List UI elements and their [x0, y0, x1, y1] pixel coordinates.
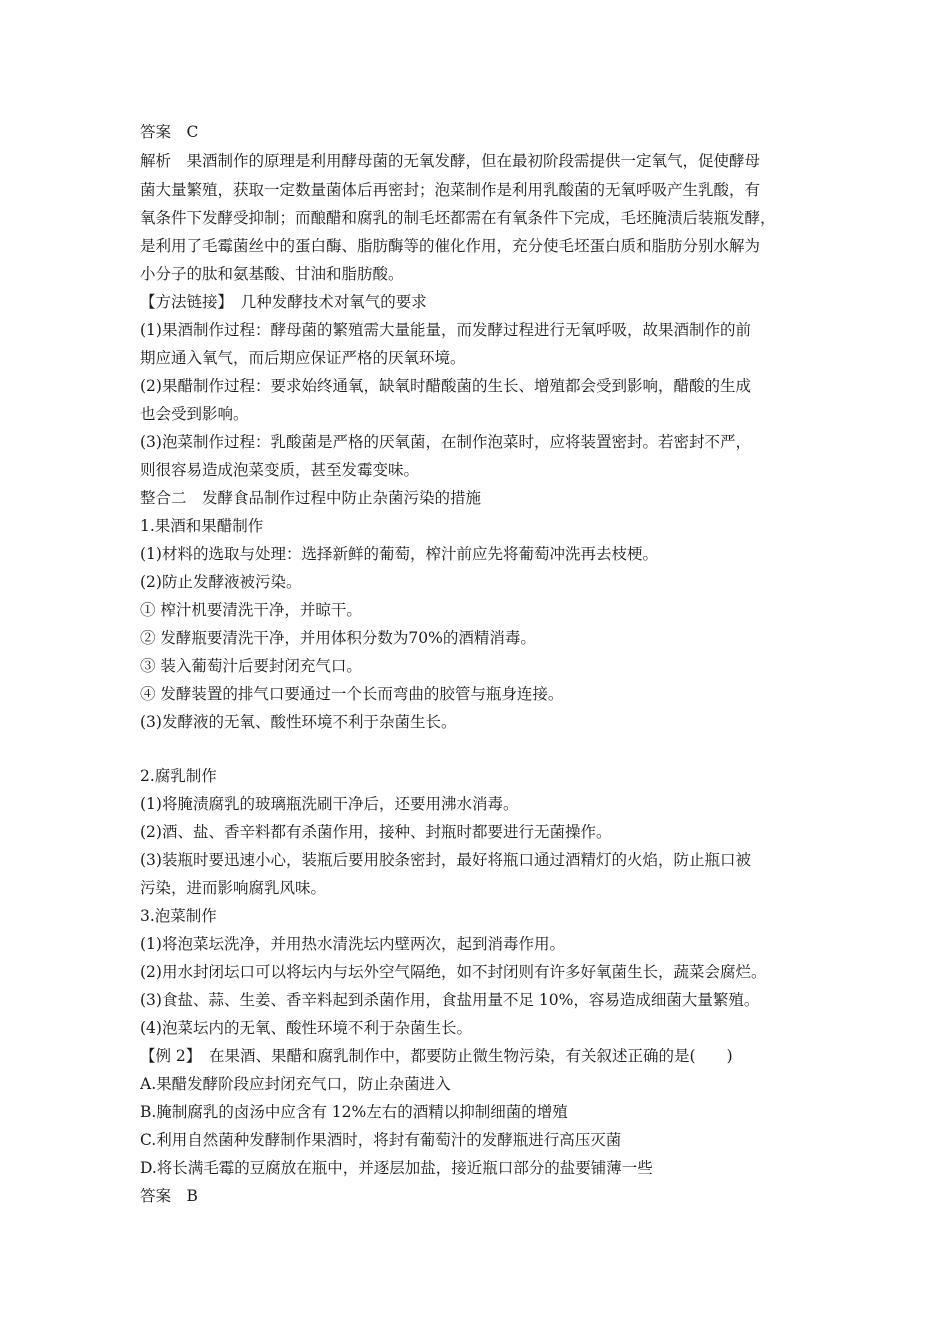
paragraph-line: (3)发酵液的无氧、酸性环境不利于杂菌生长。: [140, 713, 457, 731]
section-heading: 整合二 发酵食品制作过程中防止杂菌污染的措施: [140, 489, 482, 507]
paragraph-line: (1)将泡菜坛洗净，并用热水清洗坛内壁两次，起到消毒作用。: [140, 935, 565, 953]
list-item: ① 榨汁机要清洗干净，并晾干。: [140, 601, 362, 619]
paragraph-line: 污染，进而影响腐乳风味。: [140, 879, 327, 897]
paragraph-line: 期应通入氧气，而后期应保证严格的厌氧环境。: [140, 349, 466, 367]
paragraph-line: (2)果醋制作过程：要求始终通氧，缺氧时醋酸菌的生长、增殖都会受到影响，醋酸的生成: [140, 377, 751, 395]
option-d: D.将长满毛霉的豆腐放在瓶中，并逐层加盐，接近瓶口部分的盐要铺薄一些: [140, 1159, 653, 1177]
paragraph-line: (1)果酒制作过程：酵母菌的繁殖需大量能量，而发酵过程进行无氧呼吸，故果酒制作的前: [140, 321, 751, 339]
paragraph-line: (1)将腌渍腐乳的玻璃瓶洗刷干净后，还要用沸水消毒。: [140, 795, 519, 813]
analysis-line: 氧条件下发酵受抑制；而酿醋和腐乳的制毛坯都需在有氧条件下完成，毛坯腌渍后装瓶发酵，: [140, 209, 776, 227]
option-c: C.利用自然菌种发酵制作果酒时，将封有葡萄汁的发酵瓶进行高压灭菌: [140, 1131, 622, 1149]
list-item: ③ 装入葡萄汁后要封闭充气口。: [140, 657, 362, 675]
method-link-heading: 【方法链接】 几种发酵技术对氧气的要求: [140, 293, 427, 311]
paragraph-line: (2)酒、盐、香辛料都有杀菌作用，接种、封瓶时都要进行无菌操作。: [140, 823, 612, 841]
paragraph-line: (3)装瓶时要迅速小心，装瓶后要用胶条密封，最好将瓶口通过酒精灯的火焰，防止瓶口被: [140, 851, 751, 869]
option-a: A.果醋发酵阶段应封闭充气口，防止杂菌进入: [140, 1075, 451, 1093]
list-item: ④ 发酵装置的排气口要通过一个长而弯曲的胶管与瓶身连接。: [140, 685, 564, 703]
list-item: ② 发酵瓶要清洗干净，并用体积分数为70%的酒精消毒。: [140, 629, 536, 647]
answer-line: 答案 B: [140, 1187, 198, 1205]
answer-line: 答案 C: [140, 123, 199, 141]
analysis-line: 小分子的肽和氨基酸、甘油和脂肪酸。: [140, 265, 404, 283]
example-question: 【例 2】 在果酒、果醋和腐乳制作中，都要防止微生物污染，有关叙述正确的是( ): [140, 1047, 733, 1065]
paragraph-line: (3)泡菜制作过程：乳酸菌是严格的厌氧菌，在制作泡菜时，应将装置密封。若密封不严，: [140, 433, 751, 451]
option-b: B.腌制腐乳的卤汤中应含有 12%左右的酒精以抑制细菌的增殖: [140, 1103, 568, 1121]
analysis-line: 菌大量繁殖，获取一定数量菌体后再密封；泡菜制作是利用乳酸菌的无氧呼吸产生乳酸，有: [140, 181, 761, 199]
subsection-heading: 1.果酒和果醋制作: [140, 517, 264, 535]
analysis-line: 解析 果酒制作的原理是利用酵母菌的无氧发酵，但在最初阶段需提供一定氧气，促使酵母: [140, 152, 761, 170]
paragraph-line: (3)食盐、蒜、生姜、香辛料起到杀菌作用，食盐用量不足 10%，容易造成细菌大量繁殖。: [140, 991, 760, 1009]
analysis-line: 是利用了毛霉菌丝中的蛋白酶、脂肪酶等的催化作用，充分使毛坯蛋白质和脂肪分别水解为: [140, 237, 761, 255]
paragraph-line: (2)用水封闭坛口可以将坛内与坛外空气隔绝，如不封闭则有许多好氧菌生长，蔬菜会腐烂。: [140, 963, 767, 981]
paragraph-line: (1)材料的选取与处理：选择新鲜的葡萄，榨汁前应先将葡萄冲洗再去枝梗。: [140, 545, 658, 563]
paragraph-line: (2)防止发酵液被污染。: [140, 573, 302, 591]
paragraph-line: (4)泡菜坛内的无氧、酸性环境不利于杂菌生长。: [140, 1019, 472, 1037]
subsection-heading: 2.腐乳制作: [140, 767, 217, 785]
paragraph-line: 也会受到影响。: [140, 405, 249, 423]
subsection-heading: 3.泡菜制作: [140, 907, 217, 925]
paragraph-line: 则很容易造成泡菜变质，甚至发霉变味。: [140, 461, 420, 479]
